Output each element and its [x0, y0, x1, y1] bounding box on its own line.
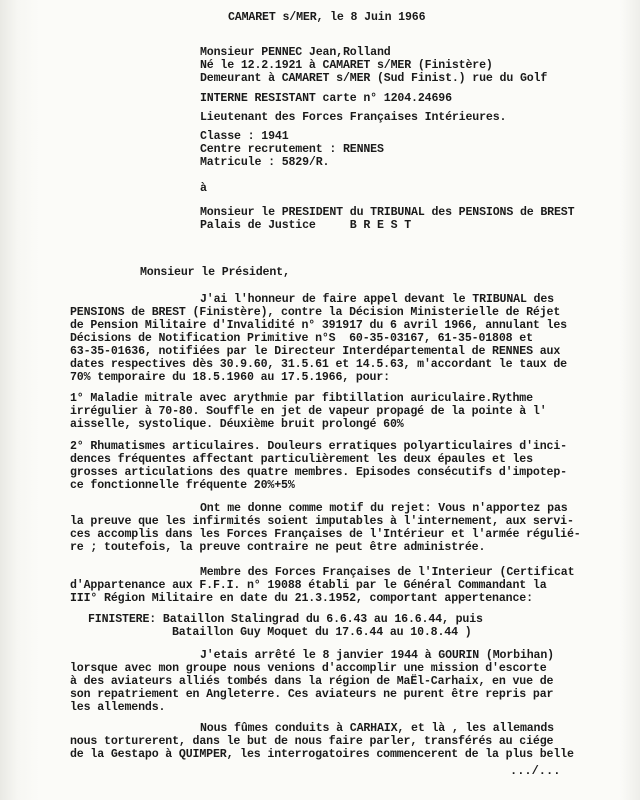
- paragraph-line: aisselle, systolique. Déuxième bruit prolongé 60%: [70, 418, 404, 431]
- sender-birth: Né le 12.2.1921 à CAMARET s/MER (Finistère): [200, 59, 493, 72]
- paragraph-line: irrégulier à 70-80. Souffle en jet de vapeur propagé de la pointe à l': [70, 405, 547, 418]
- paragraph-line: 2° Rhumatismes articulaires. Douleurs erratiques polyarticulaires d'inci-: [70, 440, 567, 453]
- paragraph-line: 70% temporaire du 18.5.1960 au 17.5.1966, pour:: [70, 371, 390, 384]
- paragraph-line: de la Gestapo à QUIMPER, les interrogatoires commencerent de la plus belle: [70, 748, 574, 761]
- paragraph-line: re ; toutefois, la preuve contraire ne peut être administrée.: [70, 541, 486, 554]
- recipient-line1: Monsieur le PRESIDENT du TRIBUNAL des PENSIONS de BREST: [200, 206, 575, 219]
- sender-classe: Classe : 1941: [200, 130, 289, 143]
- paragraph-line: J'ai l'honneur de faire appel devant le TRIBUNAL des: [200, 293, 554, 306]
- paragraph-line: la preuve que les infirmités soient imputables à l'internement, aux servi-: [70, 515, 574, 528]
- sender-name: Monsieur PENNEC Jean,Rolland: [200, 46, 391, 59]
- paragraph-line: d'Appartenance aux F.F.I. n° 19088 établi par le Général Commandant la: [70, 579, 547, 592]
- paragraph-line: 63-35-01636, notifiées par le Directeur Interdépartemental de RENNES aux: [70, 345, 561, 358]
- paragraph-line: de Pension Militaire d'Invalidité n° 391917 du 6 avril 1966, annulant les: [70, 319, 567, 332]
- paragraph-line: dates respectives dès 30.9.60, 31.5.61 et 14.5.63, m'accordant le taux de: [70, 358, 567, 371]
- paragraph-line: grosses articulations des quatre membres. Episodes consécutifs d'impotep-: [70, 466, 567, 479]
- paragraph-line: lorsque avec mon groupe nous venions d'accomplir une mission d'escorte: [70, 662, 547, 675]
- paragraph-line: Bataillon Guy Moquet du 17.6.44 au 10.8.44 ): [172, 626, 472, 639]
- salutation: Monsieur le Président,: [140, 266, 290, 279]
- recipient-line2: Palais de Justice B R E S T: [200, 219, 412, 232]
- sender-rank: Lieutenant des Forces Françaises Intérieures.: [200, 111, 507, 124]
- paragraph-line: ces accomplis dans les Forces Françaises de l'Intérieur et l'armée régulié-: [70, 528, 581, 541]
- paragraph-line: nous torturerent, dans le but de nous faire parler, transférés au ciége: [70, 735, 554, 748]
- continuation-marker: .../...: [510, 764, 561, 778]
- sender-centre: Centre recrutement : RENNES: [200, 143, 384, 156]
- paragraph-line: les allemends.: [70, 701, 166, 714]
- paragraph-line: son repatriement en Angleterre. Ces aviateurs ne purent être repris par: [70, 688, 554, 701]
- paragraph-line: 1° Maladie mitrale avec arythmie par fibtillation auriculaire.Rythme: [70, 392, 533, 405]
- dateline: CAMARET s/MER, le 8 Juin 1966: [228, 11, 426, 24]
- sender-matricule: Matricule : 5829/R.: [200, 156, 330, 169]
- paragraph-line: ce fonctionnelle fréquente 20%+5%: [70, 479, 295, 492]
- paragraph-line: J'etais arrêté le 8 janvier 1944 à GOURIN (Morbihan): [200, 649, 554, 662]
- sender-card: INTERNE RESISTANT carte n° 1204.24696: [200, 92, 452, 105]
- paragraph-line: FINISTERE: Bataillon Stalingrad du 6.6.43 au 16.6.44, puis: [88, 613, 483, 626]
- paragraph-line: Membre des Forces Françaises de l'Interieur (Certificat: [200, 566, 575, 579]
- paragraph-line: Nous fûmes conduits à CARHAIX, et là , les allemands: [200, 722, 554, 735]
- paragraph-line: Décisions de Notification Primitive n°S 60-35-03167, 61-35-01808 et: [70, 332, 533, 345]
- paragraph-line: III° Région Militaire en date du 21.3.1952, comportant appertenance:: [70, 592, 533, 605]
- paragraph-line: dences fréquentes affectant particulièrement les deux épaules et les: [70, 453, 533, 466]
- recipient-a: à: [200, 182, 207, 195]
- paragraph-line: PENSIONS de BREST (Finistère), contre la Décision Ministerielle de Réjet: [70, 306, 561, 319]
- paragraph-line: Ont me donne comme motif du rejet: Vous n'apportez pas: [200, 502, 568, 515]
- sender-address: Demeurant à CAMARET s/MER (Sud Finist.) rue du Golf: [200, 72, 548, 85]
- paragraph-line: à des aviateurs alliés tombés dans la région de MaËl-Carhaix, en vue de: [70, 675, 554, 688]
